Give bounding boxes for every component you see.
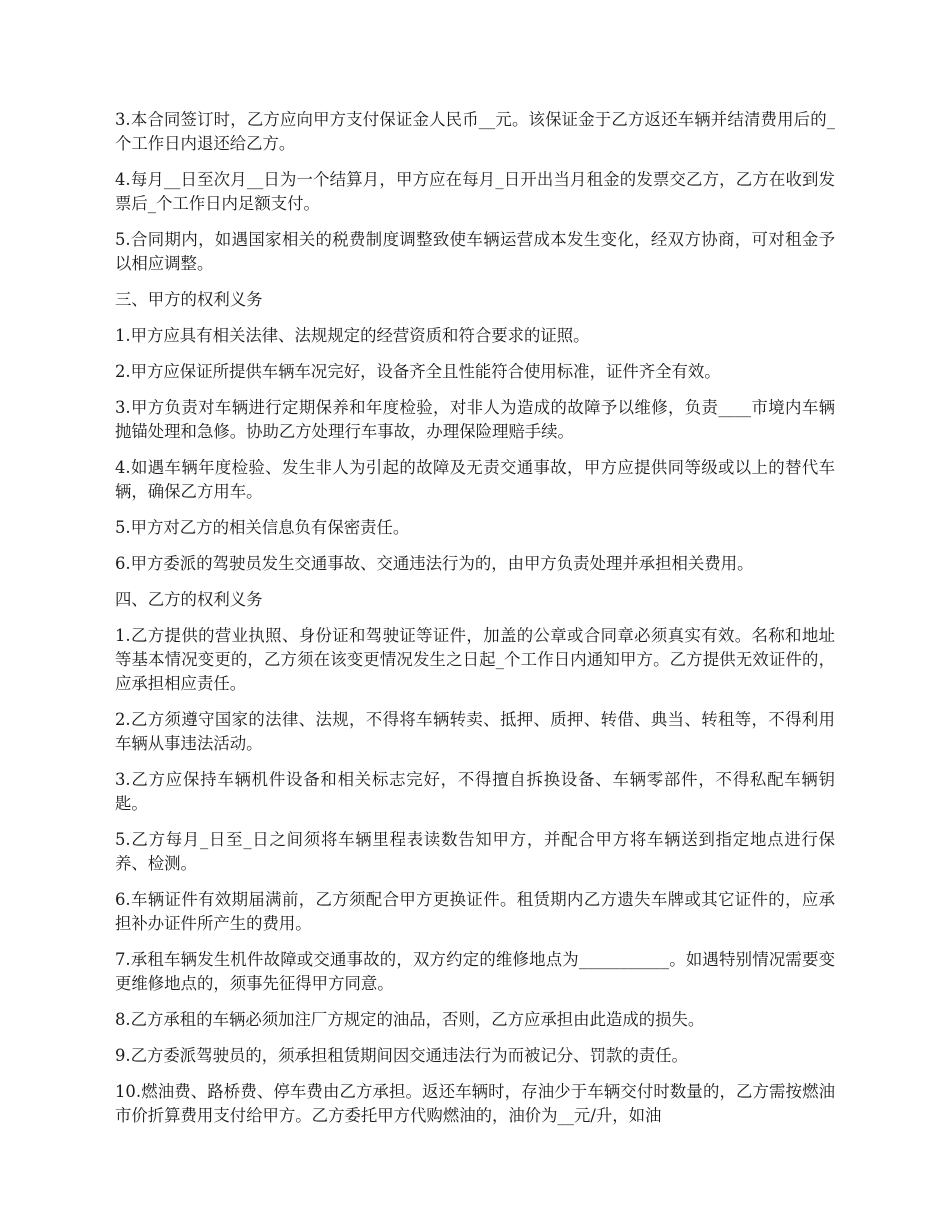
clause-4-7: 7.承租车辆发生机件故障或交通事故的，双方约定的维修地点为___________。如遇特别情况需要变更维修地点的，须事先征得甲方同意。 bbox=[115, 950, 835, 993]
clause-3-2: 2.甲方应保证所提供车辆车况完好，设备齐全且性能符合使用标准，证件齐全有效。 bbox=[115, 362, 721, 381]
clause-4-2: 2.乙方须遵守国家的法律、法规，不得将车辆转卖、抵押、质押、转借、典当、转租等，不得利用车辆从事违法活动。 bbox=[115, 710, 835, 753]
clause-4-10: 10.燃油费、路桥费、停车费由乙方承担。返还车辆时，存油少于车辆交付时数量的，乙方需按燃油市价折算费用支付给甲方。乙方委托甲方代购燃油的，油价为__元/升，如油 bbox=[115, 1082, 835, 1125]
clause-4-9: 9.乙方委派驾驶员的，须承担租赁期间因交通违法行为而被记分、罚款的责任。 bbox=[115, 1046, 688, 1065]
document-body bbox=[115, 108, 835, 1140]
clause-4-5: 5.乙方每月_日至_日之间须将车辆里程表读数告知甲方，并配合甲方将车辆送到指定地点进行保养、检测。 bbox=[115, 830, 835, 873]
clause-3-4: 4.如遇车辆年度检验、发生非人为引起的故障及无责交通事故，甲方应提供同等级或以上的替代车辆，确保乙方用车。 bbox=[115, 458, 835, 501]
clause-2-3: 3.本合同签订时，乙方应向甲方支付保证金人民币__元。该保证金于乙方返还车辆并结清费用后的_个工作日内退还给乙方。 bbox=[115, 110, 835, 153]
clause-2-4: 4.每月__日至次月__日为一个结算月，甲方应在每月_日开出当月租金的发票交乙方，乙方在收到发票后_个工作日内足额支付。 bbox=[115, 170, 835, 213]
section-3-heading: 三、甲方的权利义务 bbox=[115, 290, 263, 309]
section-4-heading: 四、乙方的权利义务 bbox=[115, 590, 263, 609]
clause-3-6: 6.甲方委派的驾驶员发生交通事故、交通违法行为的，由甲方负责处理并承担相关费用。 bbox=[115, 554, 754, 573]
clause-4-3: 3.乙方应保持车辆机件设备和相关标志完好，不得擅自拆换设备、车辆零部件，不得私配车辆钥匙。 bbox=[115, 770, 835, 813]
clause-4-8: 8.乙方承租的车辆必须加注厂方规定的油品，否则，乙方应承担由此造成的损失。 bbox=[115, 1010, 705, 1029]
clause-3-1: 1.甲方应具有相关法律、法规规定的经营资质和符合要求的证照。 bbox=[115, 326, 590, 345]
clause-4-1: 1.乙方提供的营业执照、身份证和驾驶证等证件，加盖的公章或合同章必须真实有效。名称和地址等基本情况变更的，乙方须在该变更情况发生之日起_个工作日内通知甲方。乙方提供无效证件的，应承担相应责任。 bbox=[115, 626, 835, 693]
clause-4-6: 6.车辆证件有效期届满前，乙方须配合甲方更换证件。租赁期内乙方遗失车牌或其它证件的，应承担补办证件所产生的费用。 bbox=[115, 890, 835, 933]
clause-2-5: 5.合同期内，如遇国家相关的税费制度调整致使车辆运营成本发生变化，经双方协商，可对租金予以相应调整。 bbox=[115, 230, 835, 273]
clause-3-5: 5.甲方对乙方的相关信息负有保密责任。 bbox=[115, 518, 410, 537]
clause-3-3: 3.甲方负责对车辆进行定期保养和年度检验，对非人为造成的故障予以维修，负责____市境内车辆抛锚处理和急修。协助乙方处理行车事故，办理保险理赔手续。 bbox=[115, 398, 835, 441]
